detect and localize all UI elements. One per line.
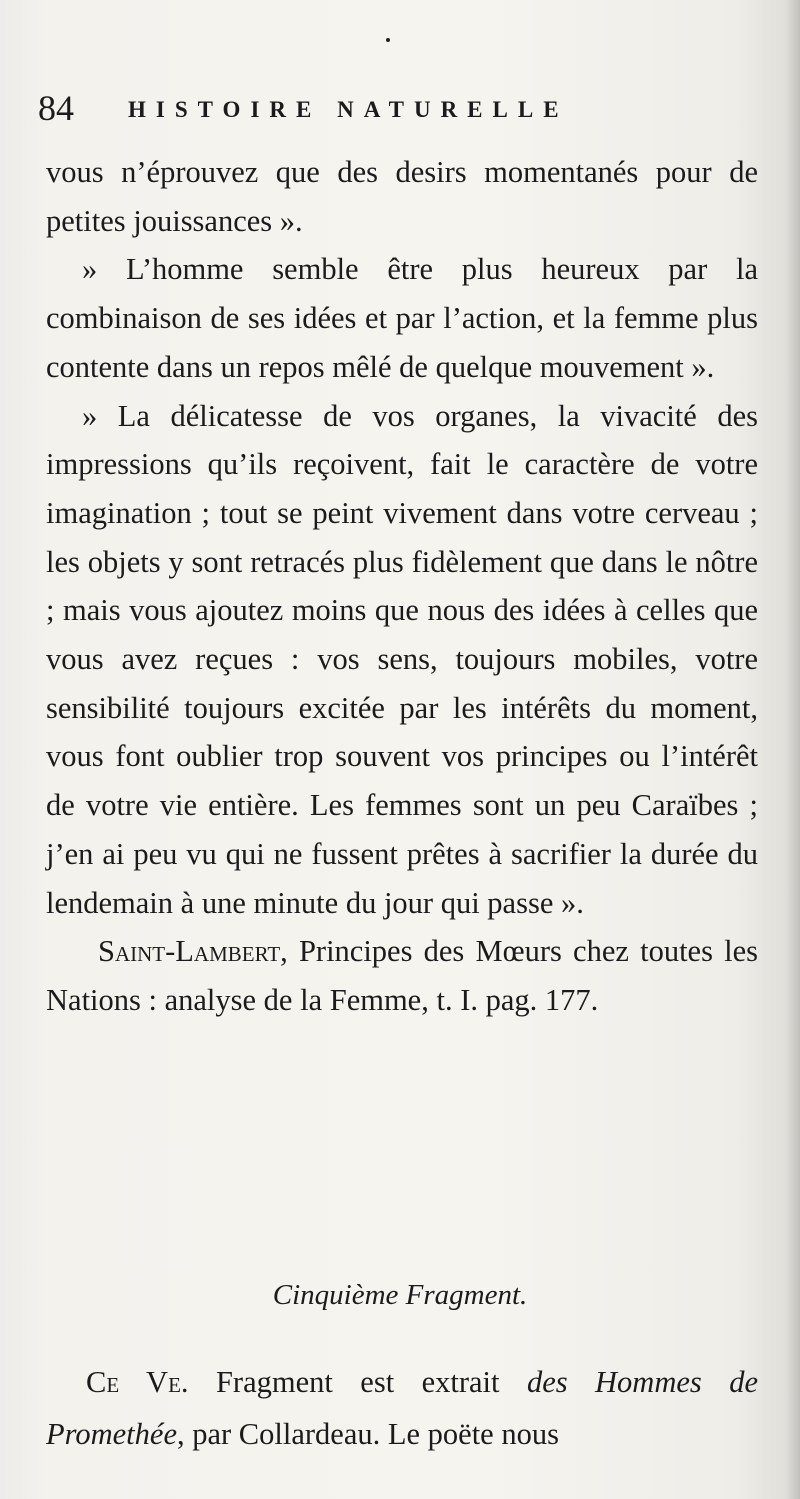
paragraph-quote-1: » L’homme semble être plus heureux par la combinaison de ses idées et par l’action, et la femme plus contente dans un repos mêlé de quelque mouvement ».: [46, 252, 758, 384]
paragraph-quote-2: » La délicatesse de vos organes, la vivacité des impressions qu’ils reçoivent, fait le caractère de votre imagination ; tout se peint vivement dans votre cerveau ; les objets y sont retracés plus fidèlement que dans le nôtre ; mais vous ajoutez moins que nous des idées à celles que vous avez reçues : vos sens, toujours mobiles, votre sensibilité toujours excitée par les intérêts du moment, vous font oublier trop souvent vos principes ou l’intérêt de votre vie entière. Les femmes sont un peu Caraïbes ; j’en ai peu vu qui ne fussent prêtes à sacrifier la durée du lendemain à une minute du jour qui passe ».: [46, 398, 758, 920]
main-text: [46, 148, 758, 1025]
attribution-author: Saint-Lambert: [98, 934, 281, 969]
fragment-title: Cinquième Fragment.: [272, 1279, 528, 1311]
fragment-work-title: des Hommes de Promethée: [46, 1365, 758, 1451]
fragment-paragraph: [46, 1356, 758, 1460]
fragment-text-1: Fragment est extrait: [188, 1365, 527, 1399]
attribution: [46, 927, 758, 1024]
attribution-source: , Principes des Mœurs chez toutes les Nations : analyse de la Femme, t. I. pag. 177.: [46, 934, 758, 1017]
fragment-lead: Ce Ve.: [86, 1365, 189, 1399]
fragment-text-2: , par Collardeau. Le poëte nous: [176, 1417, 559, 1451]
running-head: HISTOIRE NATURELLE: [128, 97, 569, 122]
ink-speck: [386, 38, 390, 42]
fragment-body: [46, 1356, 758, 1460]
page-header: [38, 86, 758, 136]
paragraph-continuation: vous n’éprouvez que des desirs momentanés pour de petites jouissances ».: [46, 155, 758, 238]
page-number: 84: [38, 88, 74, 128]
